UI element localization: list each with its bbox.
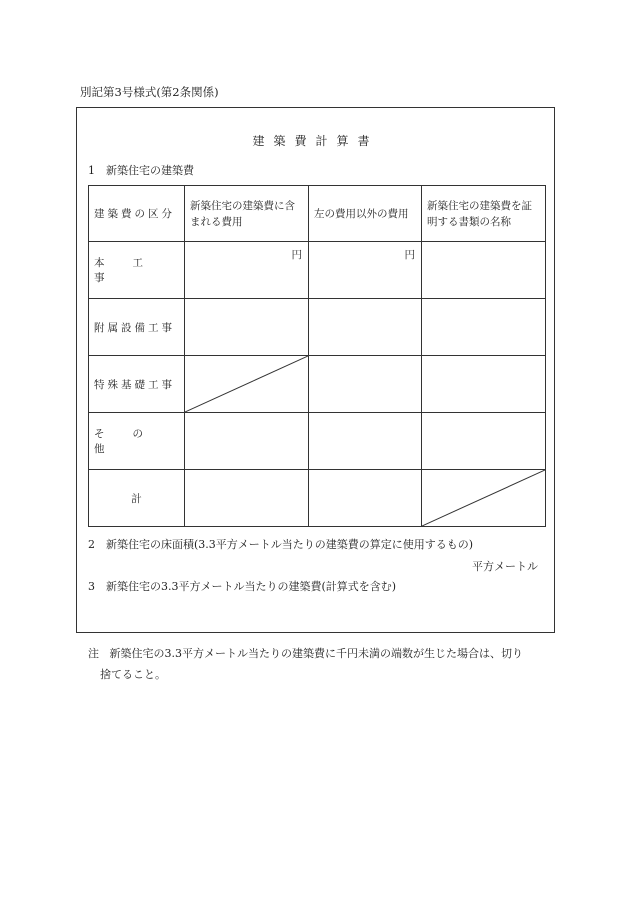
diagonal-strike-line (422, 470, 545, 526)
total-other-cell[interactable] (309, 470, 422, 527)
section-2-number: 2 (88, 538, 95, 551)
section-3-number: 3 (88, 580, 95, 593)
row-label-equipment-work: 附属設備工事 (89, 299, 185, 356)
other-included-cell[interactable] (185, 413, 309, 470)
section-2-label: 新築住宅の床面積(3.3平方メートル当たりの建築費の算定に使用するもの) (106, 538, 474, 551)
total-included-cell[interactable] (185, 470, 309, 527)
equipment-document-cell[interactable] (422, 299, 546, 356)
section-3-label: 新築住宅の3.3平方メートル当たりの建築費(計算式を含む) (106, 580, 397, 593)
row-label-special-foundation: 特殊基礎工事 (89, 356, 185, 413)
special-foundation-crossed-cell (185, 356, 309, 413)
floor-area-unit: 平方メートル (472, 560, 538, 573)
table-row (89, 299, 546, 356)
section-3-heading (88, 578, 396, 594)
header-included-costs: 新築住宅の建築費に含まれる費用 (185, 186, 309, 242)
main-work-included-cell[interactable] (185, 242, 309, 299)
row-label-main-work: 本工事 (89, 242, 185, 299)
table-row (89, 470, 546, 527)
main-work-other-cell[interactable] (309, 242, 422, 299)
other-other-cell[interactable] (309, 413, 422, 470)
row-label-other: その他 (89, 413, 185, 470)
table-row (89, 242, 546, 299)
note-line-2: 捨てること。 (100, 668, 166, 681)
form-reference: 別記第3号様式(第2条関係) (80, 85, 219, 99)
form-title: 建築費計算書 (252, 134, 379, 148)
total-document-crossed-cell (422, 470, 546, 527)
table-row (89, 413, 546, 470)
footnote (88, 643, 558, 685)
section-1-number: 1 (88, 164, 95, 177)
section-1-heading (88, 162, 194, 178)
main-work-document-cell[interactable] (422, 242, 546, 299)
special-foundation-other-cell[interactable] (309, 356, 422, 413)
header-category: 建築費の区分 (89, 186, 185, 242)
other-document-cell[interactable] (422, 413, 546, 470)
equipment-included-cell[interactable] (185, 299, 309, 356)
table-header-row (89, 186, 546, 242)
special-foundation-document-cell[interactable] (422, 356, 546, 413)
form-box (76, 107, 555, 633)
header-other-costs: 左の費用以外の費用 (309, 186, 422, 242)
construction-cost-table (88, 185, 546, 527)
table-row (89, 356, 546, 413)
section-2-heading (88, 536, 473, 552)
yen-unit: 円 (404, 249, 415, 261)
diagonal-strike-line (185, 356, 308, 412)
yen-unit: 円 (291, 249, 302, 261)
equipment-other-cell[interactable] (309, 299, 422, 356)
section-1-label: 新築住宅の建築費 (106, 164, 194, 177)
header-document-name: 新築住宅の建築費を証明する書類の名称 (422, 186, 546, 242)
row-label-total: 計 (89, 470, 185, 527)
note-line-1: 新築住宅の3.3平方メートル当たりの建築費に千円未満の端数が生じた場合は、切り (109, 647, 523, 660)
note-prefix: 注 (88, 647, 99, 660)
